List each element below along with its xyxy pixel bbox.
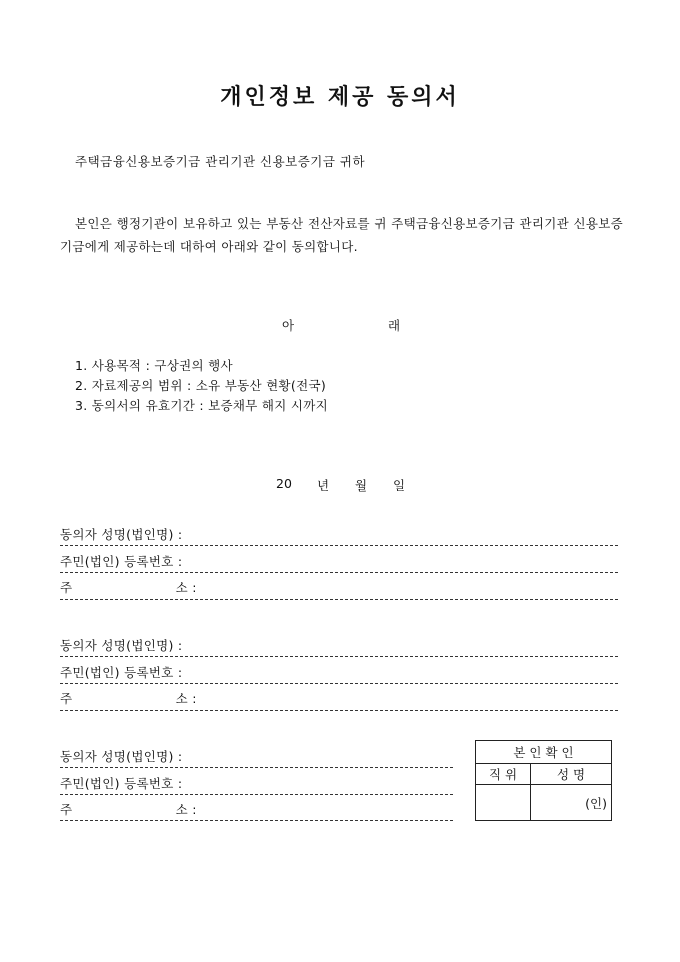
recipient-line: 주택금융신용보증기금 관리기관 신용보증기금 귀하 (75, 154, 366, 169)
confirm-name-label: 성 명 (531, 764, 612, 785)
date-day-unit: 일 (393, 478, 406, 493)
signer-3-address-line[interactable] (60, 820, 453, 821)
confirm-position-label: 직 위 (476, 764, 531, 785)
signer-2-address-label: 주 소 : (60, 691, 197, 706)
signer-2-address-line[interactable] (60, 710, 618, 711)
item-validity: 3. 동의서의 유효기간 : 보증채무 해지 시까지 (75, 398, 329, 413)
signer-1-address-line[interactable] (60, 599, 618, 600)
signer-1-id-label: 주민(법인) 등록번호 : (60, 554, 183, 569)
signer-2-id-label: 주민(법인) 등록번호 : (60, 665, 183, 680)
signer-1-id-line[interactable] (60, 572, 618, 573)
signer-3-id-label: 주민(법인) 등록번호 : (60, 776, 183, 791)
item-purpose: 1. 사용목적 : 구상권의 행사 (75, 358, 233, 373)
signer-1-name-label: 동의자 성명(법인명) : (60, 527, 183, 542)
below-heading-char-1: 아 (282, 318, 295, 333)
signer-1-name-line[interactable] (60, 545, 618, 546)
item-scope: 2. 자료제공의 범위 : 소유 부동산 현황(전국) (75, 378, 327, 393)
signer-2-name-label: 동의자 성명(법인명) : (60, 638, 183, 653)
signer-3-name-line[interactable] (60, 767, 453, 768)
date-month-unit: 월 (355, 478, 368, 493)
confirm-seal-cell[interactable] (531, 785, 612, 821)
signer-3-address-label: 주 소 : (60, 802, 197, 817)
document-title: 개인정보 제공 동의서 (220, 84, 460, 110)
signer-1-address-label: 주 소 : (60, 580, 197, 595)
confirm-header: 본 인 확 인 (476, 741, 612, 764)
signer-3-name-label: 동의자 성명(법인명) : (60, 749, 183, 764)
date-year-unit: 년 (317, 478, 330, 493)
below-heading-char-2: 래 (388, 318, 401, 333)
identity-confirmation-box (475, 740, 612, 821)
date-year: 20 (276, 476, 292, 491)
consent-statement: 본인은 행정기관이 보유하고 있는 부동산 전산자료를 귀 주택금융신용보증기금 관리기관 신용보증기금에게 제공하는데 대하여 아래와 같이 동의합니다. (60, 216, 623, 254)
signer-2-id-line[interactable] (60, 683, 618, 684)
seal-mark: (인) (585, 795, 607, 811)
signer-2-name-line[interactable] (60, 656, 618, 657)
signer-3-id-line[interactable] (60, 794, 453, 795)
confirm-position-cell[interactable] (476, 785, 531, 821)
